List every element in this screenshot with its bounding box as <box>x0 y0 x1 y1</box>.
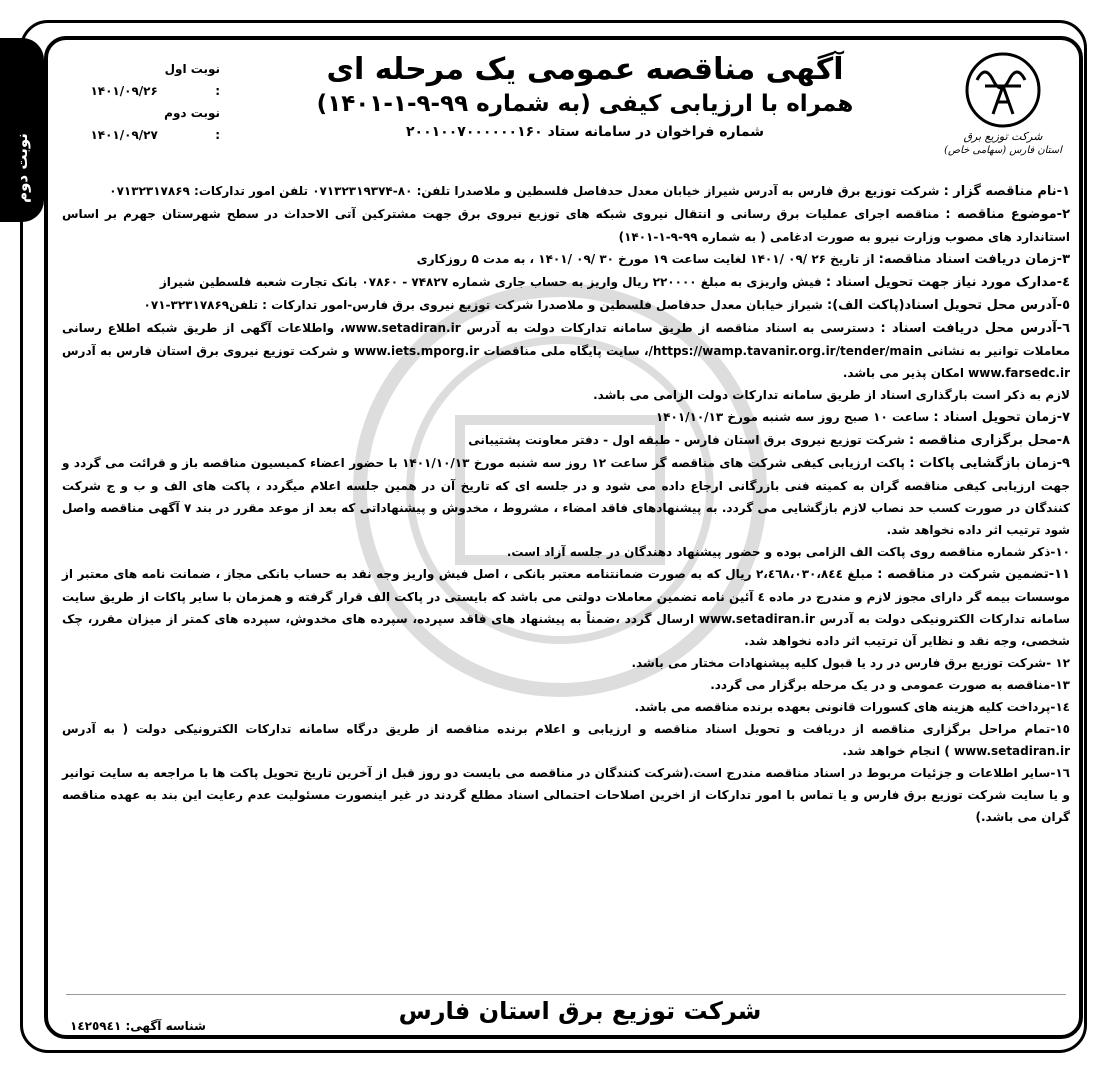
notice-item-text: دسترسی به اسناد مناقصه از طریق سامانه تدارکات دولت به آدرس www.setadiran.ir، واطلاعات آگهی از طریق شبکه اطلاع رسانی معاملات توانیر به نشانی https://wamp.tavanir.org.ir/tender/main/، سایت پایگاه ملی مناقصات www.iets.mporg.ir و شرکت توزیع نیروی برق استان فارس به آدرس www.farsedc.ir امکان پذیر می باشد. <box>62 321 1071 380</box>
notice-item-text: ساعت ۱۰ صبح روز سه شنبه مورخ ۱۴۰۱/۱۰/۱۳ <box>655 410 930 424</box>
notice-item-text: مناقصه اجرای عملیات برق رسانی و انتقال نیروی شبکه های توزیع نیروی برق جهت مشترکین آتی الاحداث در سطح شهرستان جهرم بر اساس استاندارد های مصوب وزارت نیرو به صورت ادغامی ( به شماره ۹۹-۹-۱-۱۴۰۱) <box>62 207 1070 244</box>
notice-item <box>62 384 1070 406</box>
notice-item <box>62 203 1070 248</box>
notice-body <box>62 180 1070 828</box>
notice-item-text: مبلغ ۲،٤٦۸،۰۳۰،۸٤٤ ریال که به صورت ضمانتنامه معتبر بانکی ، اصل فیش واریز وجه نقد به حساب بانکی مجاز ، ضمانت نامه های معتبر از موسسات بیمه گر دارای مجوز لازم و مندرج در ماده ٤ آئین نامه تضمین معاملات دولتی می باشد که بایستی در پاکت الف قرار گرفته و همزمان با سایر پاکات از طریق سایت سامانه تدارکات الکترونیکی دولت به آدرس www.setadiran.ir ارسال گردد ،ضمناً به پیشنهاد های فاقد سپرده، سپرده های مخدوش، سپرده های کمتر از میزان مقرر، چک شخصی، وجه نقد و نظایر آن ترتیب اثر داده نخواهد شد. <box>62 567 1070 648</box>
notice-item <box>62 762 1070 828</box>
notice-item <box>62 180 1070 203</box>
notice-item-text: ١٤-پرداخت کلیه هزینه های کسورات قانونی بعهده برنده مناقصه می باشد. <box>634 700 1070 714</box>
notice-item-text: ۱۲ -شرکت توزیع برق فارس در رد یا قبول کلیه پیشنهادات مختار می باشد. <box>631 656 1070 670</box>
notice-item-text: ١٦-سایر اطلاعات و جزئیات مربوط در اسناد مناقصه مندرج است.(شرکت کنندگان در مناقصه می بایست دو روز قبل از آخرین تاریخ تحویل پاکت ها با مراجعه به سایت توانیر و یا سایت شرکت توزیع برق فارس و یا تماس با امور تدارکات از اخرین اصلاحات احتمالی اسناد مطلع گردند در غیر اینصورت مسئولیت عدم رعایت این بند به عهده مناقصه گران می باشد.) <box>62 766 1070 824</box>
footer-company: شرکت توزیع برق استان فارس <box>398 997 762 1025</box>
notice-item-heading: ۷-زمان تحویل اسناد : <box>933 410 1070 425</box>
second-publication-date: ۱۴۰۱/۰۹/۲۷ <box>90 128 158 142</box>
notice-item <box>62 541 1070 563</box>
notice-item <box>62 248 1070 271</box>
title-line3: شماره فراخوان در سامانه ستاد ۲۰۰۱۰۰۷۰۰۰۰۰۰۱۶۰ <box>406 124 764 140</box>
notice-item-text: شرکت توزیع برق فارس به آدرس شیراز خیابان معدل حدفاصل فلسطین و ملاصدرا تلفن: ۸۰-۰۷۱۳۲۳۱۹۳۷۴ تلفن امور تدارکات: ۰۷۱۳۲۳۱۷۸۶۹ <box>109 184 940 198</box>
notice-item-text: لازم به ذکر است بارگذاری اسناد از طریق سامانه تدارکات دولت الزامی می باشد. <box>593 388 1070 402</box>
notice-item-text: پاکت ارزیابی کیفی شرکت های مناقصه گر ساعت ۱۲ روز سه شنبه مورخ ۱۴۰۱/۱۰/۱۳ با حضور اعضاء کمیسیون مناقصه باز و قرائت می گردد و جهت ارزیابی کیفی مناقصه گران به کمیته فنی بازرگانی ارجاع داده می شود و در جلسه ای که تاریخ آن در همین جلسه اعلام میگردد ، پاکت های الف و ب و ج شرکت کنندگان در صورت کسب حد نصاب لازم بازگشایی می گردد. به پیشنهادهای فاقد امضاء ، مشروط ، مخدوش و پیشنهاداتی که بعد از موعد مقرر در بند ۷ آگهی مناقصه واصل شود ترتیب اثر داده نخواهد شد. <box>62 456 1071 537</box>
first-publication <box>70 58 220 102</box>
notice-item-text: فیش واریزی به مبلغ ۲۲۰۰۰۰ ریال واریز به حساب جاری شماره ۷۴۸۲۷ - ۰۷۸۶۰ بانک تجارت شعبه فلسطین شیراز <box>159 275 822 289</box>
logo-icon <box>963 50 1043 130</box>
notice-item-heading: ۹-زمان بازگشایی پاکات : <box>909 456 1070 471</box>
side-tab <box>0 38 44 222</box>
second-publication-label: نوبت دوم : <box>164 106 220 142</box>
notice-item-text: شرکت توزیع نیروی برق استان فارس - طبقه اول - دفتر معاونت پشتیبانی <box>468 433 905 447</box>
publication-dates <box>70 58 220 146</box>
notice-item-text: ۱۳-مناقصه به صورت عمومی و در یک مرحله برگزار می گردد. <box>710 678 1070 692</box>
ad-id: شناسه آگهی: ۱٤۲٥۹٤۱ <box>70 1019 206 1033</box>
notice-item <box>62 294 1070 317</box>
notice-title <box>240 52 930 144</box>
first-publication-date: ۱۴۰۱/۰۹/۲۶ <box>90 84 158 98</box>
notice-item-heading: ۸-محل برگزاری مناقصه : <box>908 433 1070 448</box>
notice-item <box>62 652 1070 674</box>
notice-item-heading: ۲-موضوع مناقصه : <box>945 207 1070 222</box>
notice-item <box>62 317 1070 384</box>
notice-item-text: از تاریخ ۲۶ /۰۹ /۱۴۰۱ لغایت ساعت ۱۹ مورخ ۳۰ /۰۹ /۱۴۰۱ ، به مدت ۵ روزکاری <box>416 252 875 266</box>
logo-company-line2: استان فارس (سهامی خاص) <box>944 145 1062 156</box>
notice-item <box>62 271 1070 294</box>
notice-item <box>62 718 1070 762</box>
notice-item-text: ۱۰-ذکر شماره مناقصه روی پاکت الف الزامی بوده و حضور پیشنهاد دهندگان در جلسه آزاد است. <box>506 545 1070 559</box>
title-line1: آگهی مناقصه عمومی یک مرحله ای <box>326 52 844 87</box>
notice-item <box>62 563 1070 652</box>
footer-divider <box>66 994 1066 995</box>
second-publication <box>70 102 220 146</box>
first-publication-label: نوبت اول : <box>164 62 220 98</box>
notice-item <box>62 696 1070 718</box>
company-logo <box>938 50 1068 170</box>
notice-item-heading: ۱۱-تضمین شرکت در مناقصه : <box>877 567 1070 582</box>
notice-item-heading: ۳-زمان دریافت اسناد مناقصه: <box>878 252 1070 267</box>
notice-item <box>62 429 1070 452</box>
notice-item-heading: ٤-مدارک مورد نیاز جهت تحویل اسناد : <box>825 275 1070 290</box>
notice-item-heading: ٦-آدرس محل دریافت اسناد : <box>880 321 1071 336</box>
notice-item-text: شیراز خیابان معدل حدفاصل فلسطین و ملاصدرا شرکت توزیع نیروی برق فارس-امور تدارکات : تلفن۳۲۳۱۷۸۶۹-۰۷۱ <box>143 298 823 312</box>
notice-item <box>62 674 1070 696</box>
notice-item <box>62 406 1070 429</box>
logo-company-line1: شرکت توزیع برق <box>963 130 1043 143</box>
notice-item-text: ١٥-تمام مراحل برگزاری مناقصه از دریافت و تحویل اسناد مناقصه و ارزیابی و اعلام برنده مناقصه از طریق درگاه سامانه تدارکات الکترونیکی دولت ( به آدرس www.setadiran.ir ) انجام خواهد شد. <box>62 722 1070 758</box>
title-line2: همراه با ارزیابی کیفی (به شماره ۹۹-۹-۱-۱۴۰۱) <box>316 91 854 117</box>
notice-item-heading: ٥-آدرس محل تحویل اسناد(پاکت الف): <box>827 298 1070 313</box>
side-tab-label: نوبت دوم <box>13 133 31 203</box>
notice-item-heading: ۱-نام مناقصه گزار : <box>943 184 1070 199</box>
notice-item <box>62 452 1070 541</box>
